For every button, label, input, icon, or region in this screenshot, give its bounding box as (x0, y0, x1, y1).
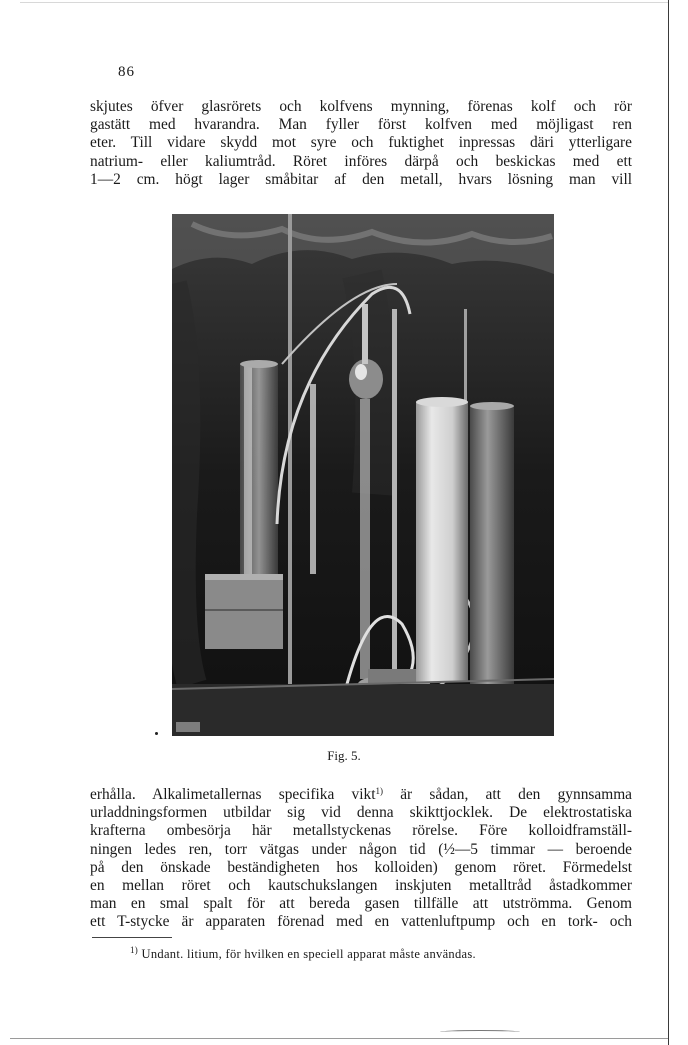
footnote-divider (92, 937, 172, 938)
text-segment: är sådan, att den gynnsamma (382, 786, 632, 803)
footnote-marker: 1) (375, 786, 383, 796)
text-segment: erhålla. Alkalimetallernas specifika vikt (90, 786, 376, 803)
page-top-edge (20, 2, 668, 3)
text-line: urladdningsformen utbildar sig vid denna skikttjocklek. De elektrostatiska (90, 804, 632, 822)
text-line (90, 786, 632, 804)
text-line: krafterna ombesörja här metallstyckenas rörelse. Före kolloidframställ- (90, 822, 632, 840)
page-right-edge (668, 0, 669, 1045)
footnote-number: 1) (130, 945, 139, 955)
page-number: 86 (118, 64, 135, 80)
text-line: eter. Till vidare skydd mot syre och fuktighet inpressas däri ytterligare (90, 134, 632, 152)
text-line: man en smal spalt för att bereda gasen tillfälle att utströmma. Genom (90, 895, 632, 913)
ink-dot (155, 732, 158, 735)
apparatus-photograph (172, 214, 554, 736)
text-line: på den önskade beständigheten hos kolloiden) genom röret. Förmedelst (90, 858, 632, 876)
text-line: en mellan röret och kautschukslangen inskjuten metalltråd åstadkommer (90, 877, 632, 895)
print-smudge (440, 1030, 520, 1034)
paragraph-bottom (90, 786, 632, 932)
text-line: ett T-stycke är apparaten förenad med en vattenluftpump och en tork- och (90, 913, 632, 931)
text-line: gastätt med hvarandra. Man fyller först kolfven med möjligast ren (90, 116, 632, 134)
text-line: natrium- eller kaliumtråd. Röret införes därpå och beskickas med ett (90, 152, 632, 170)
text-line: skjutes öfver glasrörets och kolfvens mynning, förenas kolf och rör (90, 98, 632, 115)
page-bottom-edge (10, 1038, 668, 1039)
text-line: 1—2 cm. högt lager småbitar af den metall, hvars lösning man vill (90, 170, 632, 188)
paragraph-top (90, 98, 632, 189)
figure-caption: Fig. 5. (327, 748, 361, 763)
footnote (130, 947, 476, 962)
footnote-text: Undant. litium, för hvilken en speciell apparat måste användas. (138, 947, 476, 961)
text-line: ningen ledes ren, torr vätgas under någon tid (½—5 timmar — beroende (90, 840, 632, 858)
